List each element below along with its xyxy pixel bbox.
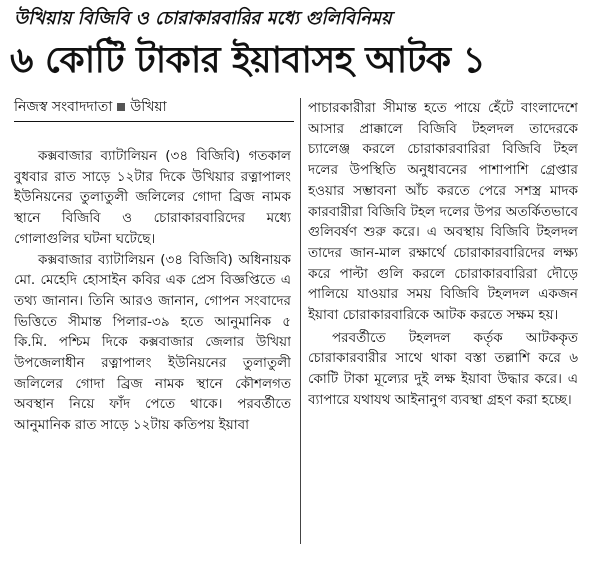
column-divider [300,98,301,544]
article-column-right [308,98,578,411]
article-kicker: উখিয়ায় বিজিবি ও চোরাকারবারির মধ্যে গুলিবিনিময় [14,8,392,29]
square-bullet-icon [117,103,125,111]
article-paragraph: পাচারকারীরা সীমান্ত হতে পায়ে হেঁটে বাংলাদেশে আসার প্রাক্কালে বিজিবি টহলদল তাদেরকে চ্যালেঞ্জ করলে চোরাকারবারিরা বিজিবি টহল দলের উপস্থিতি অনুধাবনের পাশাপাশি গ্রেপ্তার হওয়ার সম্ভাবনা আঁচ করতে পেরে সশস্ত্র মাদক কারবারীরা বিজিবি টহল দলের উপর অতর্কিতভাবে গুলিবর্ষণ শুরু করে। এ অবস্থায় বিজিবি টহলদল তাদের জান-মাল রক্ষার্থে চোরাকারবারিদের লক্ষ্য করে পাল্টা গুলি করলে চোরাকারবারিরা দৌড়ে পালিয়ে যাওয়ার সময় বিজিবি টহলদল একজন ইয়াবা চোরাকারবারিকে আটক করতে সক্ষম হয়। [308,100,578,324]
byline-rule [14,121,294,122]
article-paragraph: পরবর্তীতে টহলদল কর্তৃক আটককৃত চোরাকারবারীর সাথে থাকা বস্তা তল্লাশি করে ৬ কোটি টাকা মূল্যের দুই লক্ষ ইয়াবা উদ্ধার করে। এ ব্যাপারে যথাযথ আইনানুগ ব্যবস্থা গ্রহণ করা হচ্ছে। [308,329,578,408]
article-paragraph: কক্সবাজার ব্যাটালিয়ন (৩৪ বিজিবি) গতকাল বুধবার রাত সাড়ে ১২টার দিকে উখিয়ার রত্নাপালং ইউনিয়নের তুলাতুলী জলিলের গোদা ব্রিজ নামক স্থানে বিজিবি ও চোরাকারবারিদের মধ্যে গোলাগুলির ঘটনা ঘটেছে। [14,148,291,247]
article-headline: ৬ কোটি টাকার ইয়াবাসহ আটক ১ [10,40,486,81]
article-column-left [14,146,291,436]
byline-location: উখিয়া [130,99,167,115]
article-paragraph: কক্সবাজার ব্যাটালিয়ন (৩৪ বিজিবি) অধিনায়ক মো. মেহেদি হোসাইন কবির এক প্রেস বিজ্ঞপ্তিতে এ তথ্য জানান। তিনি আরও জানান, গোপন সংবাদের ভিত্তিতে সীমান্ত পিলার-৩৯ হতে আনুমানিক ৫ কি.মি. পশ্চিম দিকে কক্সবাজার জেলার উখিয়া উপজেলাধীন রত্নাপালং ইউনিয়নের তুলাতুলী জলিলের গোদা ব্রিজ নামক স্থানে কৌশলগত অবস্থান নিয়ে ফাঁদ পেতে থাকে। পরবর্তীতে আনুমানিক রাত সাড়ে ১২টায় কতিপয় ইয়াবা [14,251,291,434]
byline [14,96,294,118]
byline-reporter: নিজস্ব সংবাদদাতা [14,99,113,115]
